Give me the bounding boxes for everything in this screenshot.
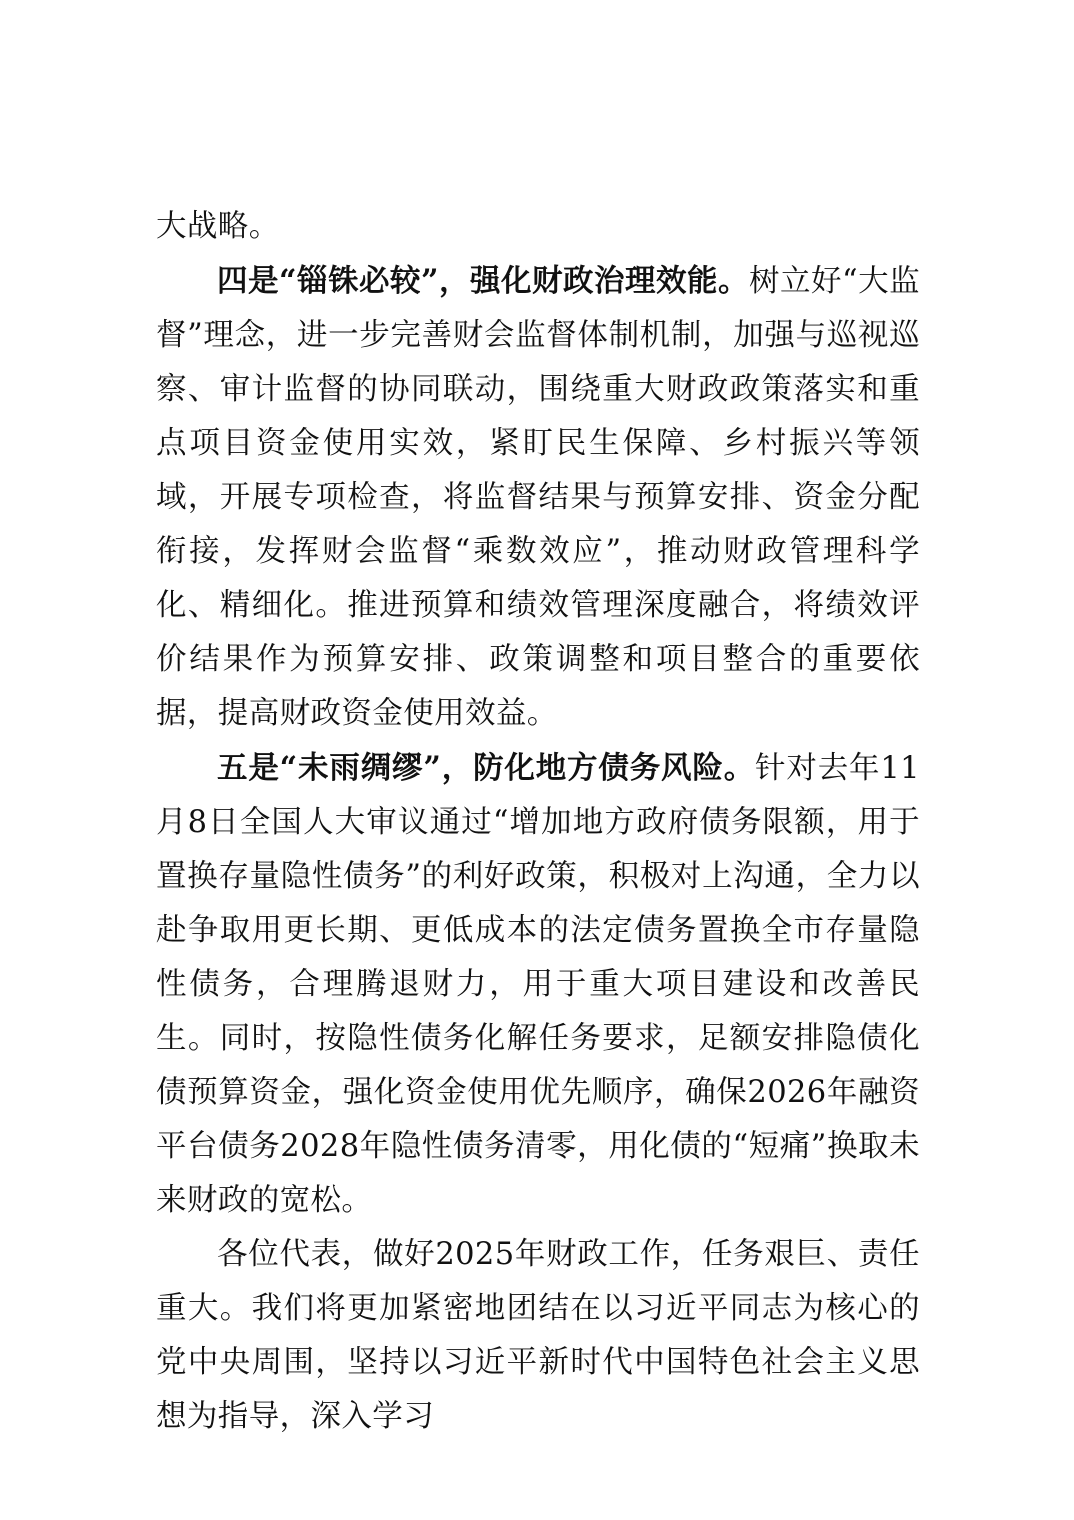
paragraph-continuation bbox=[156, 200, 920, 254]
paragraph-text: 针对去年11月8日全国人大审议通过“增加地方政府债务限额，用于置换存量隐性债务”的利好政策，积极对上沟通，全力以赴争取用更长期、更低成本的法定债务置换全市存量隐性债务，合理腾退财力，用于重大项目建设和改善民生。同时，按隐性债务化解任务要求，足额安排隐债化债预算资金，强化资金使用优先顺序，确保2026年融资平台债务2028年隐性债务清零，用化债的“短痛”换取未来财政的宽松。 bbox=[156, 751, 920, 1218]
paragraph-debt-risk bbox=[156, 741, 920, 1228]
paragraph-heading: 四是“锱铢必较”，强化财政治理效能。 bbox=[217, 263, 750, 299]
paragraph-heading: 五是“未雨绸缪”，防化地方债务风险。 bbox=[217, 750, 756, 786]
paragraph-closing bbox=[156, 1228, 920, 1444]
paragraph-supervision bbox=[156, 254, 920, 741]
paragraph-text: 各位代表，做好2025年财政工作，任务艰巨、责任重大。我们将更加紧密地团结在以习近平同志为核心的党中央周围，坚持以习近平新时代中国特色社会主义思想为指导，深入学习 bbox=[156, 1237, 920, 1434]
body-text bbox=[156, 200, 920, 1444]
paragraph-text: 树立好“大监督”理念，进一步完善财会监督体制机制，加强与巡视巡察、审计监督的协同联动，围绕重大财政政策落实和重点项目资金使用实效，紧盯民生保障、乡村振兴等领域，开展专项检查，将监督结果与预算安排、资金分配衔接，发挥财会监督“乘数效应”，推动财政管理科学化、精细化。推进预算和绩效管理深度融合，将绩效评价结果作为预算安排、政策调整和项目整合的重要依据，提高财政资金使用效益。 bbox=[156, 264, 920, 731]
paragraph-text: 大战略。 bbox=[156, 209, 280, 244]
